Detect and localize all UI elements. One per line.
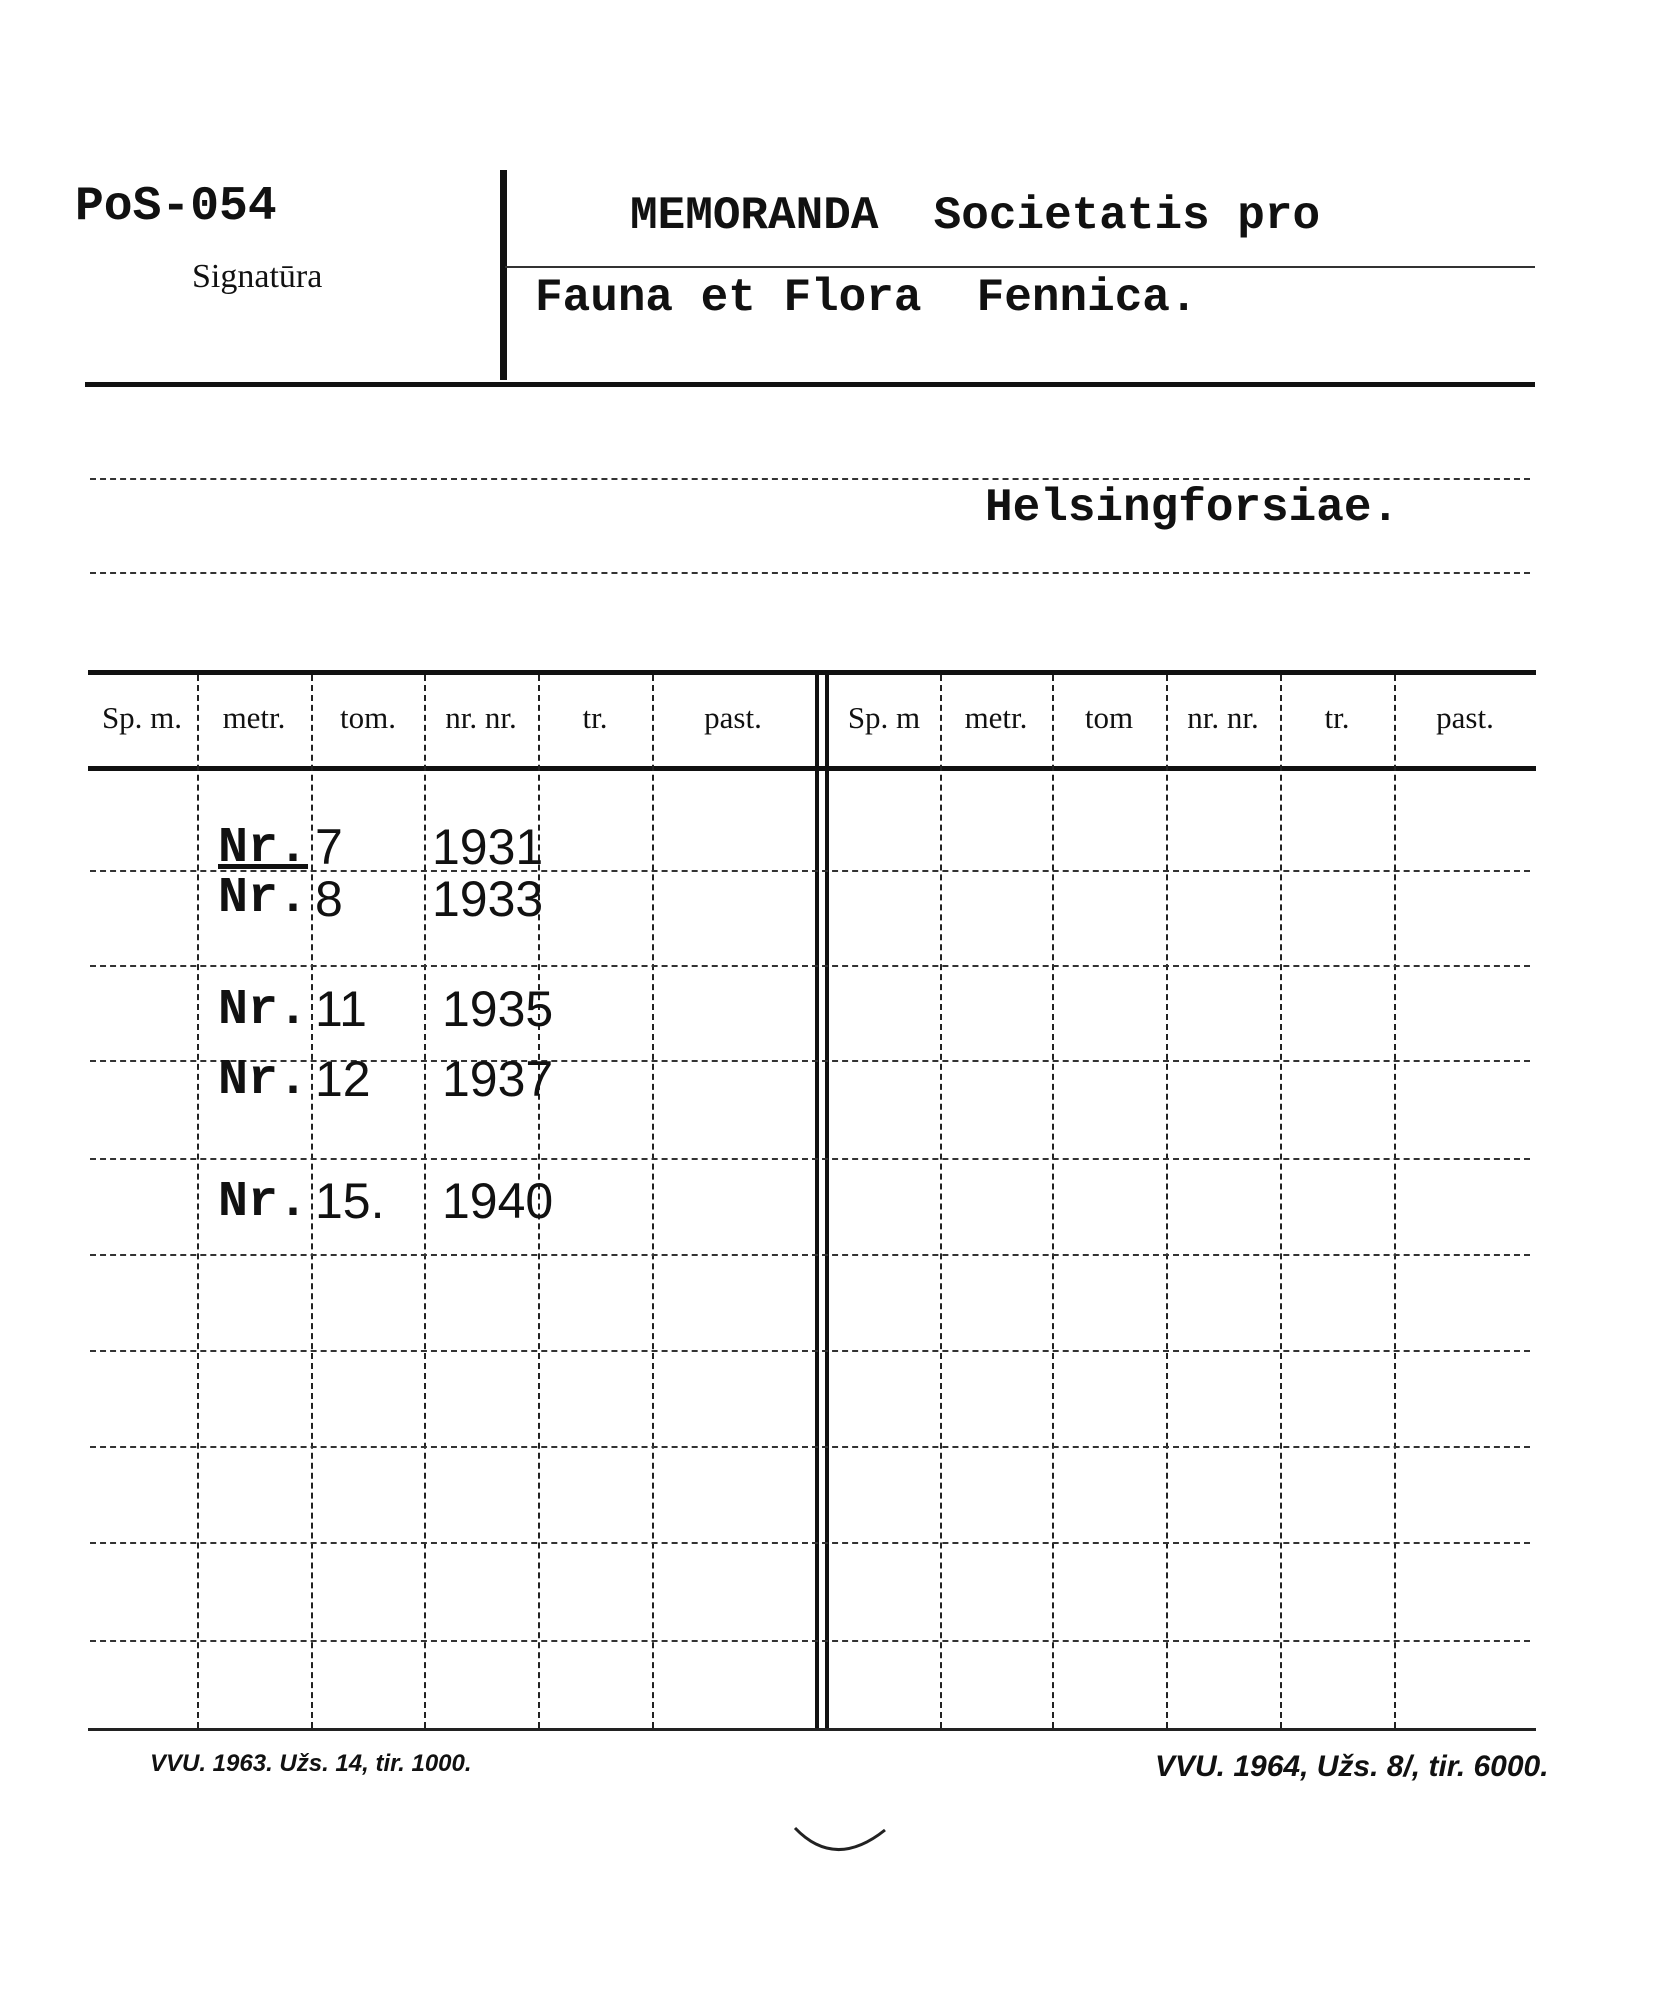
table-bottom-rule [88,1728,1536,1731]
header-divider [500,170,507,380]
entry-number: 11 [315,981,367,1037]
entry-number: 15. [315,1173,385,1229]
col-line [311,675,313,1728]
table-header-rule [88,766,1536,771]
place-line-top [90,478,1530,480]
entry-year: 1937 [442,1051,554,1107]
col-line [1394,675,1396,1728]
col-header-nr-nr: nr. nr. [1187,700,1259,735]
title-line-2: Fauna et Flora Fennica. [535,272,1198,324]
center-double-line [825,675,829,1728]
col-header-metr: metr. [964,700,1028,735]
title-line-1: MEMORANDA Societatis pro [630,190,1321,242]
row-line [90,965,1530,967]
entry-nr-label: Nr. [218,982,309,1039]
col-header-metr: metr. [222,700,286,735]
signature-label: Signatūra [192,258,323,295]
place-line-bottom [90,572,1530,574]
curve-mark [790,1820,910,1880]
footer-left: VVU. 1963. Užs. 14, tir. 1000. [150,1750,472,1777]
footer-right: VVU. 1964, Užs. 8/, tir. 6000. [1155,1750,1549,1783]
entry-year: 1935 [442,981,554,1037]
col-header-tom: tom. [340,700,396,735]
entry-nr-label: Nr. [218,1052,309,1109]
col-line [940,675,942,1728]
signature-code: PoS-054 [75,180,277,234]
col-header-sp-m: Sp. m. [101,700,183,735]
col-header-sp-m: Sp. m [847,700,921,735]
entry-nr-label: Nr. [218,1174,309,1231]
entry-number: 7 [315,819,343,875]
col-line [1280,675,1282,1728]
entry-year: 1933 [432,871,544,927]
entry-nr-label: Nr. [218,820,309,877]
row-line [90,1350,1530,1352]
col-header-past: past. [704,700,762,735]
col-header-tr: tr. [582,700,608,735]
entry-year: 1940 [442,1173,554,1229]
entry-nr-label: Nr. [218,870,309,927]
col-line [1166,675,1168,1728]
header-rule [85,382,1535,387]
title-underline [505,266,1535,268]
col-line [197,675,199,1728]
row-line [90,1254,1530,1256]
row-line [90,1640,1530,1642]
col-line [424,675,426,1728]
entry-number: 12 [315,1051,371,1107]
row-line [90,1158,1530,1160]
col-line [1052,675,1054,1728]
entry-year: 1931 [432,819,544,875]
col-header-nr-nr: nr. nr. [445,700,517,735]
col-header-tom: tom [1084,700,1134,735]
row-line [90,1446,1530,1448]
table-top-rule [88,670,1536,675]
col-line [652,675,654,1728]
row-line [90,1542,1530,1544]
center-double-line [815,675,819,1728]
place-name: Helsingforsiae. [985,482,1400,534]
col-header-past: past. [1436,700,1494,735]
col-header-tr: tr. [1324,700,1350,735]
entry-number: 8 [315,871,343,927]
